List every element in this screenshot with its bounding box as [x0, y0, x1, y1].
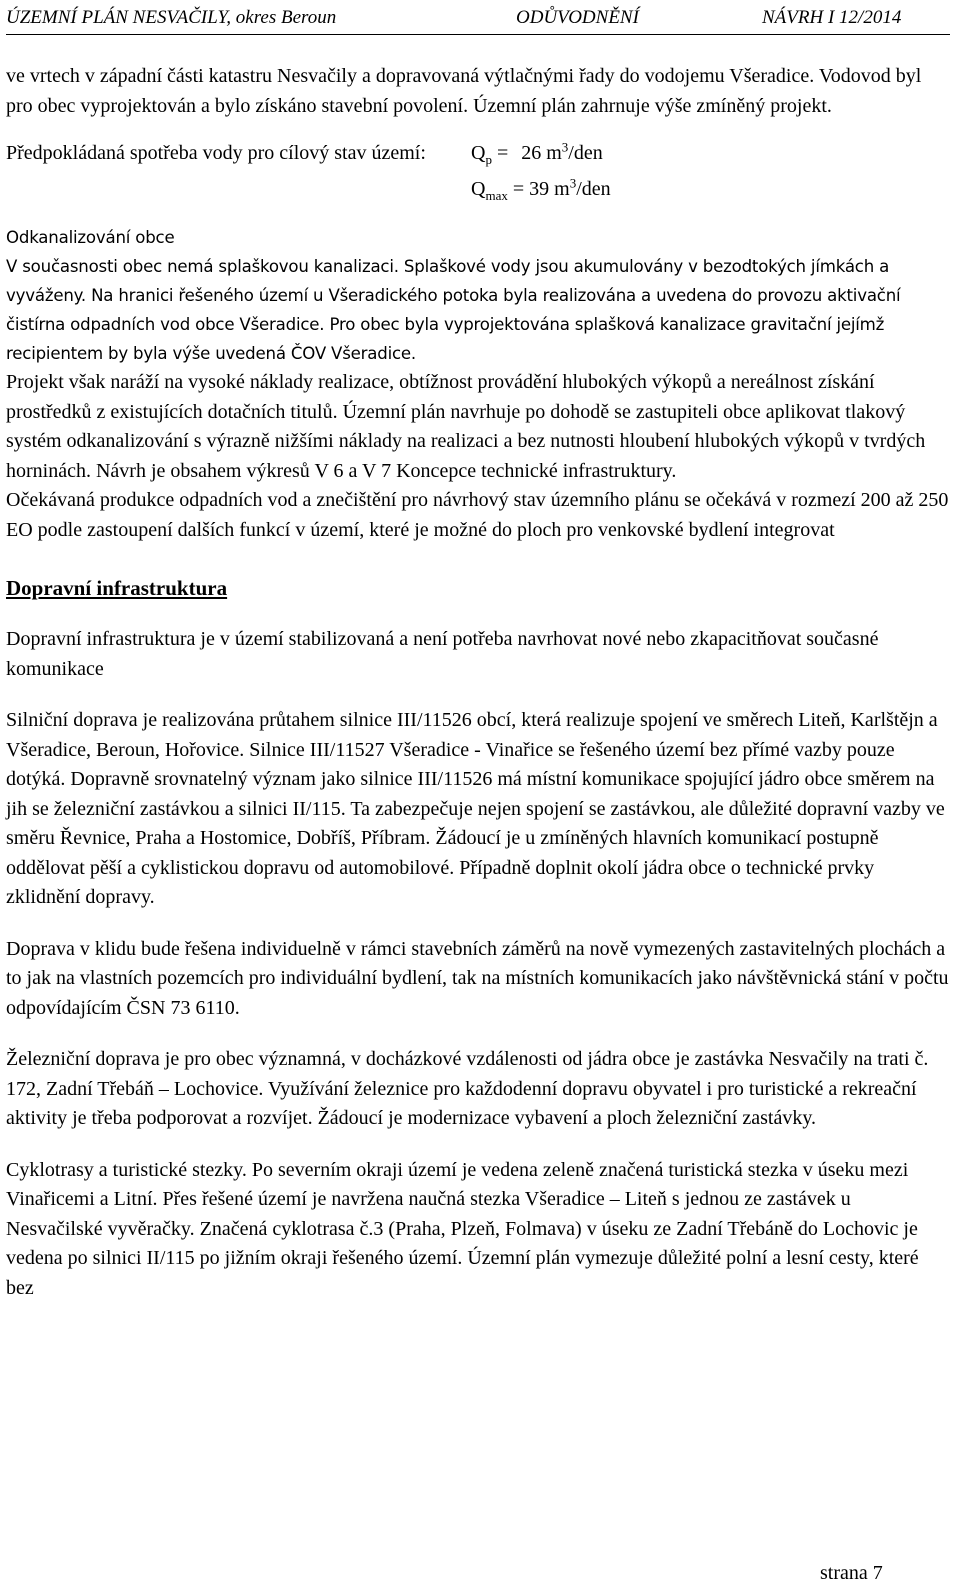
formula-qmax — [471, 175, 611, 211]
document-body — [6, 62, 950, 1303]
sewage-paragraph-5: Územní plán navrhuje po dohodě se zastupiteli obce aplikovat tlakový systém odkanalizování s výrazně nižšími náklady na realizaci a bez nutnosti hloubení hlubokých výkopů v tvrdých horninách. Návrh je obsahem výkresů V 6 a V 7 Koncepce technické infrastruktury. — [6, 400, 926, 482]
intro-paragraph: ve vrtech v západní části katastru Nesvačily a dopravovaná výtlačnými řady do vodojemu Všeradice. Vodovod byl pro obec vyprojektován a bylo získáno stavební povolení. Územní plán zahrnuje výše zmíněný projekt. — [6, 65, 922, 117]
page-number: strana 7 — [820, 1562, 883, 1584]
formula-symbol: Q — [471, 142, 486, 164]
sewage-paragraph-1: V současnosti obec nemá splaškovou kanalizaci. Splaškové vody jsou akumulovány v bezodtokých jímkách a vyváženy. — [6, 257, 890, 305]
header-section: ODŮVODNĚNÍ — [516, 7, 639, 28]
transport-heading: Dopravní infrastruktura — [6, 576, 228, 600]
header-version: NÁVRH I 12/2014 — [762, 7, 902, 28]
formula-subscript: max — [485, 187, 508, 203]
water-demand-label: Předpokládaná spotřeba vody pro cílový stav území: — [6, 142, 426, 164]
sewage-heading: Odkanalizování obce — [6, 228, 175, 247]
transport-paragraph: Cyklotrasy a turistické stezky. Po severním okraji území je vedena zeleně značená turistická stezka v úseku mezi Vinařicemi a Litní. Přes řešené území je navržena naučná stezka Všeradice – Liteň s jednou ze zastávek u Nesvačilské vyvěračky. Značená cyklotrasa č.3 (Praha, Plzeň, Folmava) v úseku ze Zadní Třebáně do Lochovic je vedena po silnici II/115 po jižním okraji řešeného území. Územní plán vymezuje důležité polní a lesní cesty, které bez — [6, 1158, 919, 1299]
formula-subscript: p — [485, 152, 492, 167]
formula-unit: /den — [576, 177, 611, 200]
transport-paragraph: Doprava v klidu bude řešena individuelně v rámci stavebních záměrů na nově vymezených zastavitelných plochách a to jak na vlastních pozemcích pro individuální bydlení, tak na místních komunikacích jako návštěvnická stání v počtu odpovídajícím ČSN 73 6110. — [6, 937, 949, 1019]
formula-exponent: 3 — [569, 174, 577, 190]
formula-exponent: 3 — [561, 139, 569, 155]
formula-symbol: Q — [471, 177, 486, 200]
transport-paragraph: Dopravní infrastruktura je v území stabilizovaná a není potřeba navrhovat nové nebo zkapacitňovat současné komunikace — [6, 628, 879, 680]
formula-equals: = — [496, 142, 509, 164]
page-header — [6, 4, 950, 35]
formula-value: 26 m — [521, 142, 562, 164]
header-title: ÚZEMNÍ PLÁN NESVAČILY, okres Beroun — [6, 7, 337, 28]
water-demand-formulas — [471, 139, 611, 210]
transport-paragraph: Železniční doprava je pro obec významná, v docházkové vzdálenosti od jádra obce je zastávka Nesvačily na trati č. 172, Zadní Třebáň – Lochovice. Využívání železnice pro každodenní dopravu obyvatel i pro turistické a rekreační aktivity je třeba podporovat a rozvíjet. Žádoucí je modernizace vybavení a ploch železniční zastávky. — [6, 1048, 929, 1129]
sewage-paragraph-3: Pro obec byla vyprojektována splašková kanalizace gravitační jejímž recipientem by byla výše uvedená ČOV Všeradice. — [6, 315, 885, 363]
sewage-paragraph-6: Očekávaná produkce odpadních vod a znečištění pro návrhový stav územního plánu se očekává v rozmezí 200 až 250 EO podle zastoupení dalších funkcí v území, které je možné do ploch pro venkovské bydlení integrovat — [6, 489, 949, 541]
sewage-section — [6, 223, 950, 368]
sewage-paragraph-4: Projekt však naráží na vysoké náklady realizace, obtížnost provádění hlubokých výkopů a nereálnost získání prostředků z existujících dotačních titulů. — [6, 371, 875, 423]
water-demand-block — [6, 139, 950, 203]
sewage-continuation — [6, 368, 950, 545]
formula-equals: = — [512, 177, 525, 200]
sewage-paragraph-2: Na hranici řešeného území u Všeradického potoka byla realizována a uvedena do provozu aktivační čistírna odpadních vod obce Všeradice. — [6, 286, 901, 334]
transport-paragraph: Silniční doprava je realizována průtahem silnice III/11526 obcí, která realizuje spojení ve směrech Liteň, Karlštějn a Všeradice, Beroun, Hořovice. Silnice III/11527 Všeradice - Vinařice se řešeného území bez přímé vazby pouze dotýká. Dopravně srovnatelný význam jako silnice III/11526 má místní komunikace spojující jádro obce směrem na jih se železniční zastávkou a silnici II/115. Ta zabezpečuje nejen spojení se zastávkou, ale důležité dopravní vazby ve směru Řevnice, Praha a Hostomice, Dobříš, Příbram. Žádoucí je u zmíněných hlavních komunikací postupně oddělovat pěší a cyklistickou dopravu od automobilové. Případně doplnit okolí jádra obce o technické prvky zklidnění dopravy. — [6, 709, 945, 908]
formula-value: 39 m — [529, 177, 570, 200]
formula-unit: /den — [568, 142, 603, 164]
formula-qp — [471, 139, 611, 175]
